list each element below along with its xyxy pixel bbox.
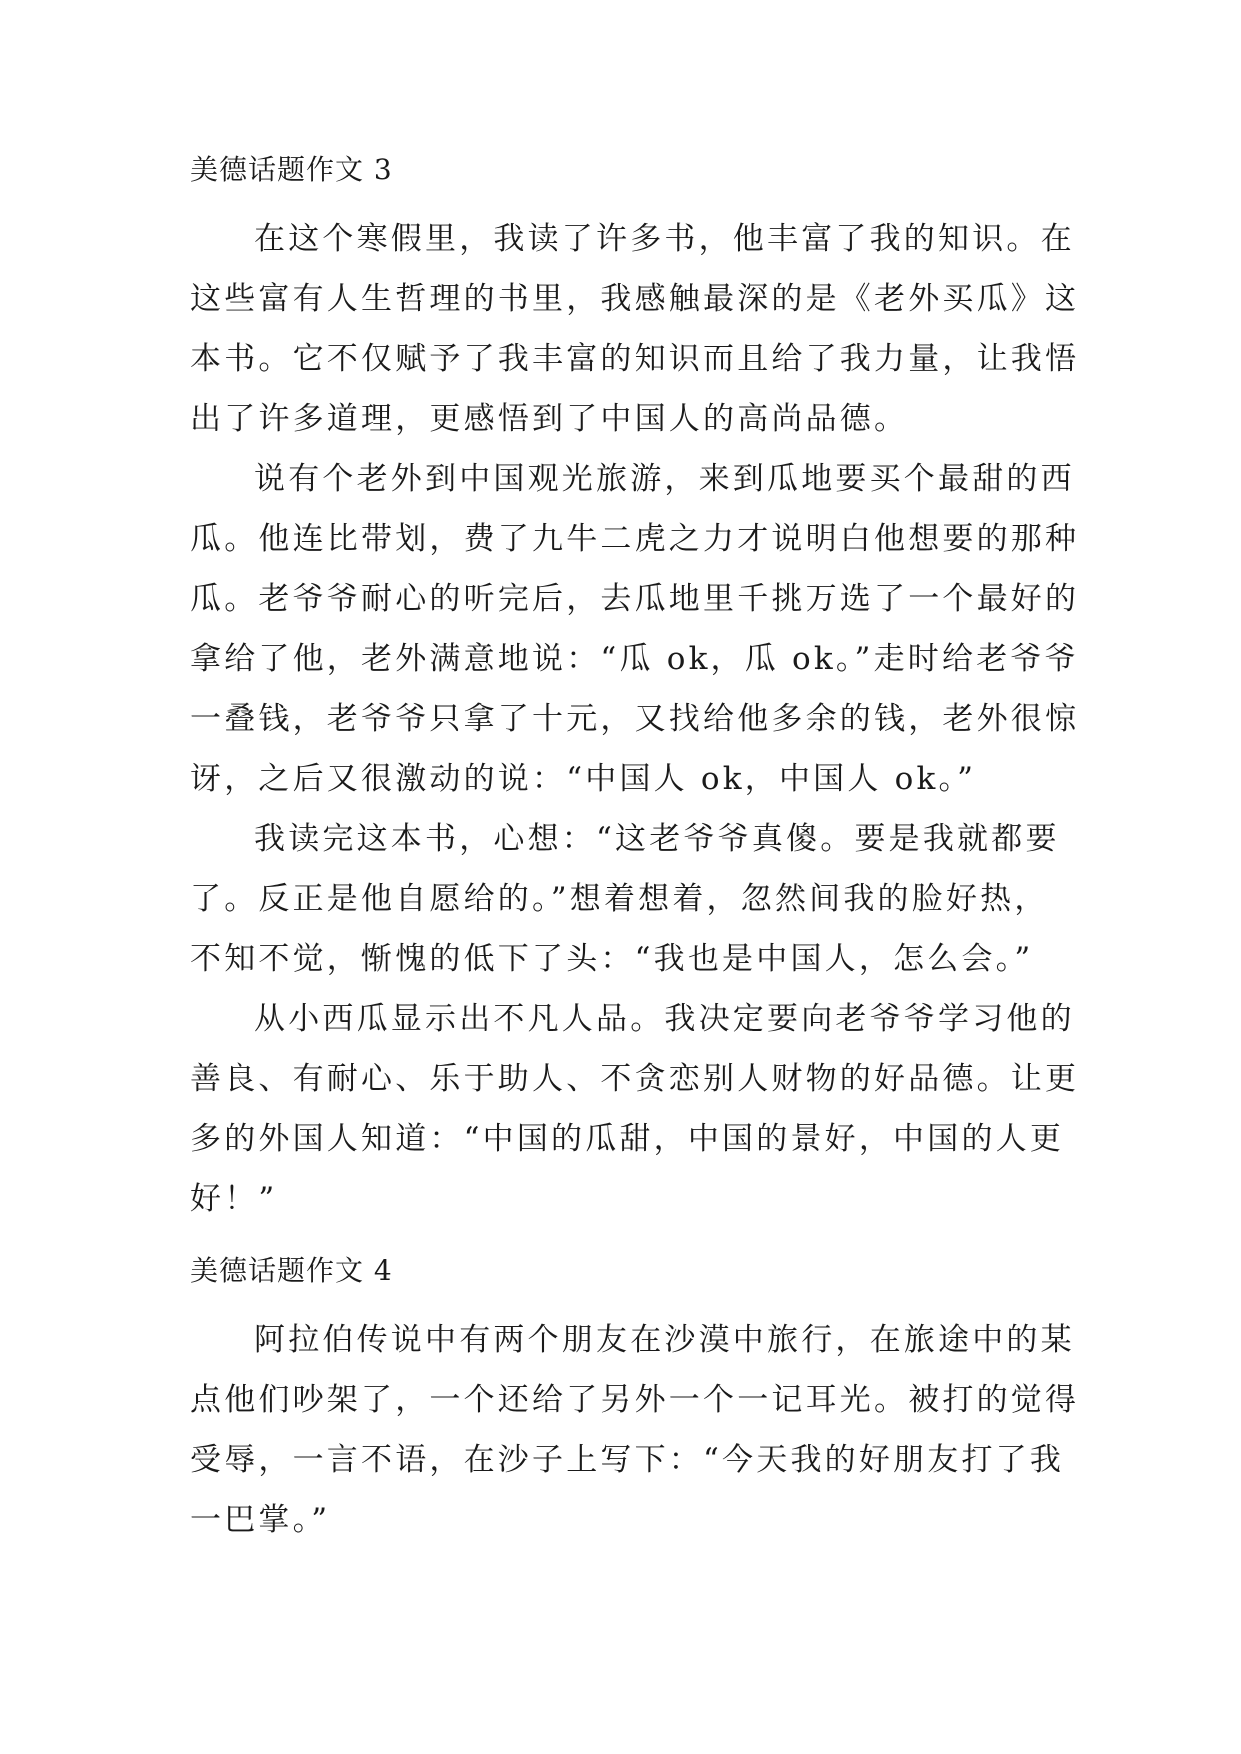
- paragraph-line: 好！”: [190, 1181, 278, 1217]
- essay-4-body: [190, 1310, 1080, 1550]
- paragraph-line: 阿拉伯传说中有两个朋友在沙漠中旅行，在旅途中的某: [254, 1322, 1075, 1358]
- paragraph-line: 一巴掌。”: [190, 1502, 331, 1538]
- paragraph-line: 了。反正是他自愿给的。”想着想着，忽然间我的脸好热，: [190, 881, 1049, 917]
- paragraph-line: 拿给了他，老外满意地说：“瓜 ok，瓜 ok。”走时给老爷爷: [190, 641, 1079, 677]
- paragraph-line: 说有个老外到中国观光旅游，来到瓜地要买个最甜的西: [254, 461, 1075, 497]
- paragraph-line: 我读完这本书，心想：“这老爷爷真傻。要是我就都要: [254, 821, 1060, 857]
- paragraph-line: 一叠钱，老爷爷只拿了十元，又找给他多余的钱，老外很惊: [190, 701, 1080, 737]
- essay-4-heading: 美德话题作文 4: [190, 1254, 393, 1287]
- paragraph-line: 瓜。老爷爷耐心的听完后，去瓜地里千挑万选了一个最好的: [190, 581, 1080, 617]
- paragraph-line: 瓜。他连比带划，费了九牛二虎之力才说明白他想要的那种: [190, 521, 1080, 557]
- essay-4: [190, 1241, 1050, 1301]
- paragraph-line: 出了许多道理，更感悟到了中国人的高尚品德。: [190, 401, 909, 437]
- essay-3-heading: 美德话题作文 3: [190, 153, 393, 186]
- essay-3: [190, 140, 1050, 200]
- essay-3-body: [190, 209, 1080, 1229]
- paragraph-line: 这些富有人生哲理的书里，我感触最深的是《老外买瓜》这: [190, 281, 1080, 317]
- paragraph-line: 点他们吵架了，一个还给了另外一个一记耳光。被打的觉得: [190, 1382, 1080, 1418]
- paragraph-line: 讶，之后又很激动的说：“中国人 ok，中国人 ok。”: [190, 761, 977, 797]
- paragraph-line: 不知不觉，惭愧的低下了头：“我也是中国人，怎么会。”: [190, 941, 1034, 977]
- paragraph-line: 本书。它不仅赋予了我丰富的知识而且给了我力量，让我悟: [190, 341, 1080, 377]
- paragraph-line: 从小西瓜显示出不凡人品。我决定要向老爷爷学习他的: [254, 1001, 1075, 1037]
- paragraph-line: 在这个寒假里，我读了许多书，他丰富了我的知识。在: [254, 221, 1075, 257]
- paragraph-line: 受辱，一言不语，在沙子上写下：“今天我的好朋友打了我: [190, 1442, 1065, 1478]
- paragraph-line: 善良、有耐心、乐于助人、不贪恋别人财物的好品德。让更: [190, 1061, 1080, 1097]
- paragraph-line: 多的外国人知道：“中国的瓜甜，中国的景好，中国的人更: [190, 1121, 1065, 1157]
